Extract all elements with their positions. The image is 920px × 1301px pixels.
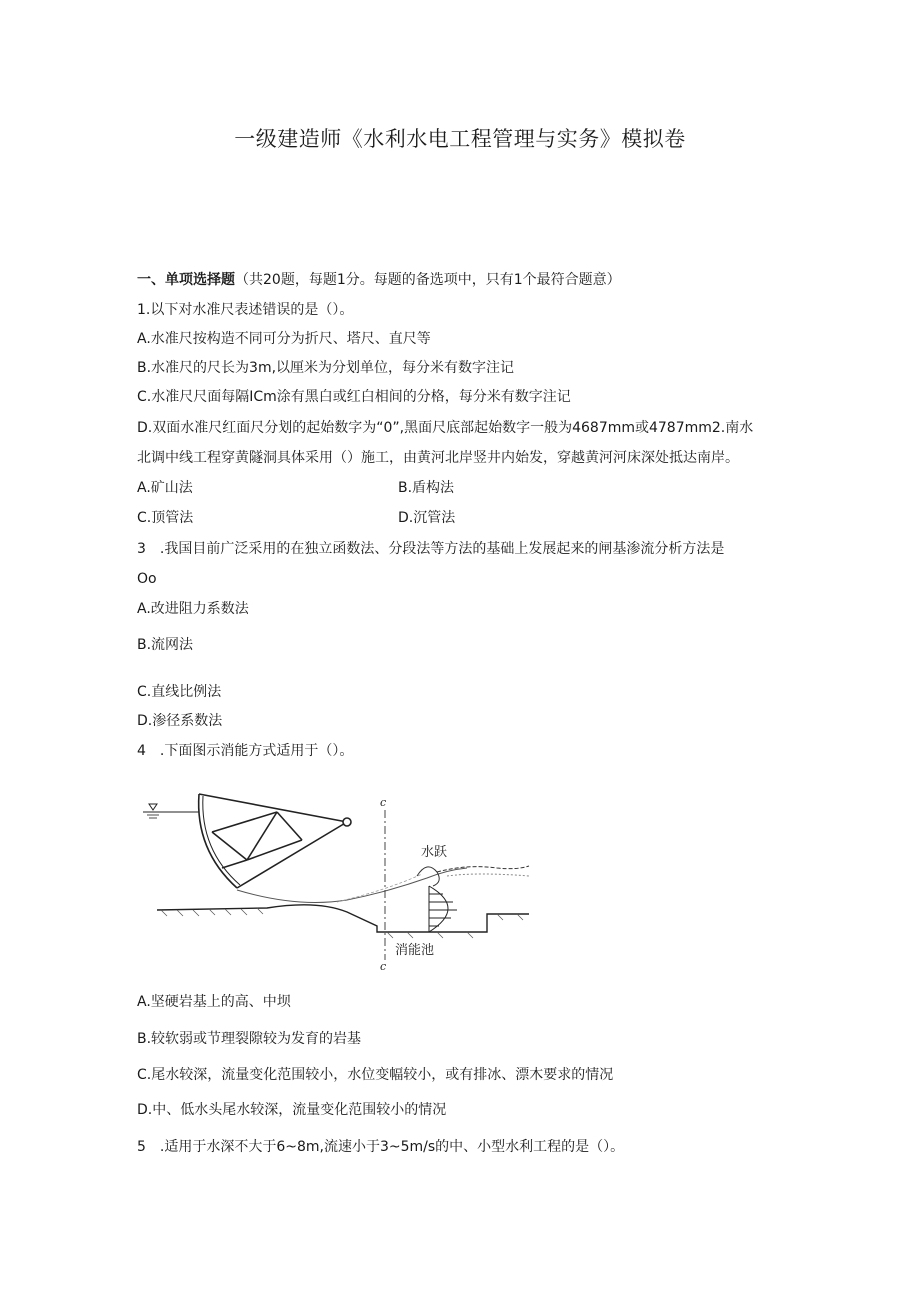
- question-5: 5 .适用于水深不大于6~8m,流速小于3~5m/s的中、小型水利工程的是（）。: [137, 1139, 625, 1155]
- question-3-option-a: A.改进阻力系数法: [137, 601, 249, 617]
- question-3: 3 .我国目前广泛采用的在独立函数法、分段法等方法的基础上发展起来的闸基渗流分析方法是: [137, 541, 725, 557]
- question-4-option-c: C.尾水较深，流量变化范围较小，水位变幅较小，或有排冰、漂木要求的情况: [137, 1067, 614, 1083]
- stilling-basin-label: 消能池: [395, 943, 435, 958]
- question-2-option-d: D.沉管法: [398, 510, 456, 526]
- question-4: 4 .下面图示消能方式适用于（）。: [137, 743, 354, 759]
- question-2-option-a: A.矿山法: [137, 480, 193, 496]
- stilling-basin-floor: [157, 905, 529, 932]
- question-1-option-d: D.双面水准尺红面尺分划的起始数字为“0”,黑面尺底部起始数字一般为4687mm或4787mm2.南水: [137, 420, 754, 436]
- question-1-option-a: A.水准尺按构造不同可分为折尺、塔尺、直尺等: [137, 331, 431, 347]
- question-4-option-b: B.较软弱或节理裂隙较为发育的岩基: [137, 1031, 362, 1047]
- question-1: 1.以下对水准尺表述错误的是（）。: [137, 302, 354, 318]
- question-3-option-b: B.流网法: [137, 637, 194, 653]
- question-3-option-d: D.渗径系数法: [137, 713, 223, 729]
- question-3-option-c: C.直线比例法: [137, 684, 222, 700]
- water-level-icon: [143, 804, 199, 818]
- hydraulic-jump: [417, 866, 529, 886]
- question-1-option-b: B.水准尺的尺长为3m,以厘米为分划单位，每分米有数字注记: [137, 360, 515, 376]
- section-heading-note: （共20题，每题1分。每题的备选项中，只有1个最符合题意）: [235, 272, 621, 288]
- hydraulic-jump-label: 水跃: [421, 845, 448, 860]
- question-2-option-b: B.盾构法: [398, 480, 455, 496]
- question-3-continued: Oo: [137, 571, 157, 587]
- question-2-option-c: C.顶管法: [137, 510, 194, 526]
- energy-dissipation-figure: [137, 790, 532, 970]
- velocity-profile: [429, 886, 457, 932]
- question-4-option-d: D.中、低水头尾水较深，流量变化范围较小的情况: [137, 1102, 447, 1118]
- question-4-option-a: A.坚硬岩基上的高、中坝: [137, 994, 291, 1010]
- question-1-option-c: C.水准尺尺面每隔ICm涂有黑白或红白相间的分格，每分米有数字注记: [137, 389, 571, 405]
- page-title: 一级建造师《水利水电工程管理与实务》模拟卷: [234, 127, 686, 151]
- section-label-bottom: c: [380, 960, 387, 970]
- section-label-top: c: [380, 796, 387, 809]
- section-heading-label: 一、单项选择题: [137, 272, 235, 288]
- radial-gate: [199, 794, 351, 888]
- section-heading: [137, 271, 621, 289]
- question-2: 北调中线工程穿黄隧洞具体采用（）施工，由黄河北岸竖井内始发，穿越黄河河床深处抵达南岸。: [137, 450, 739, 466]
